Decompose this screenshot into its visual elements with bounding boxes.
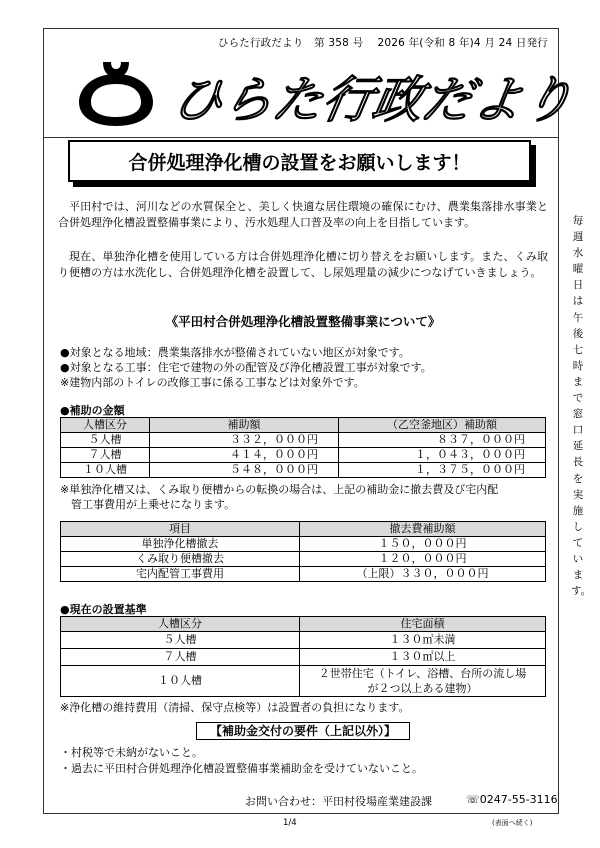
table-cell: ７人槽 [61, 649, 300, 666]
contact-phone: ☏0247-55-3116 [466, 793, 558, 806]
requirements-title: 【補助金交付の要件（上記以外）】 [196, 722, 410, 740]
table-row [61, 433, 546, 448]
table-cell: ５人槽 [61, 433, 150, 448]
table-cell: １２０，０００円 [300, 552, 546, 567]
table-cell: ４１４，０００円 [150, 448, 339, 463]
table-row [61, 632, 546, 649]
table-header: 補助額 [150, 418, 339, 433]
table-row [61, 666, 546, 697]
table-cell: 宅内配管工事費用 [61, 567, 300, 582]
table-cell: ７人槽 [61, 448, 150, 463]
table-cell: ５人槽 [61, 632, 300, 649]
eligibility-area: ●対象となる地域：農業集落排水が整備されていない地区が対象です。 [60, 346, 410, 359]
table-cell: くみ取り便槽撤去 [61, 552, 300, 567]
table-cell: １５０，０００円 [300, 537, 546, 552]
subsidy-title: ●補助の金額 [60, 404, 125, 417]
table-cell: １，３７５，０００円 [339, 463, 546, 478]
masthead-text: ひらた行政だより [167, 70, 579, 129]
cell-line: ２世帯住宅（トイレ、浴槽、台所の流し場 [318, 667, 527, 680]
table-cell: １０人槽 [61, 463, 150, 478]
table-header-row [61, 522, 546, 537]
table-cell: １，０４３，０００円 [339, 448, 546, 463]
contact-label: お問い合わせ：平田村役場産業建設課 [245, 795, 432, 808]
table-cell [300, 666, 546, 697]
eligibility-work: ●対象となる工事：住宅で建物の外の配管及び浄化槽設置工事が対象です。 [60, 361, 432, 374]
requirement-item: ・村税等で未納がないこと。 [60, 746, 203, 759]
issue-line: ひらた行政だより 第 358 号 2026 年(令和 8 年)4 月 24 日発行 [217, 37, 548, 49]
intro-paragraph-1: 平田村では、河川などの水質保全と、美しく快適な居住環境の確保にむけ、農業集落排水事業と合併処理浄化槽設置整備事業により、汚水処理人口普及率の向上を目指しています。 [58, 200, 548, 229]
subsidy-note-2: 管工事費用が上乗せになります。 [71, 498, 236, 511]
continued-note: (表面へ続く) [492, 819, 533, 827]
table-row [61, 567, 546, 582]
page-number: 1/4 [283, 818, 297, 828]
table-row [61, 448, 546, 463]
headline-box [68, 140, 531, 182]
table-cell: ５４８，０００円 [150, 463, 339, 478]
table-header-row [61, 418, 546, 433]
masthead-rule [43, 137, 559, 138]
standard-note: ※浄化槽の維持費用（清掃、保守点検等）は設置者の負担になります。 [60, 701, 410, 714]
standard-table [60, 616, 546, 697]
subsidy-table [60, 417, 546, 478]
table-header: 項目 [61, 522, 300, 537]
table-row [61, 649, 546, 666]
subsidy-note-1: ※単独浄化槽又は、くみ取り便槽からの転換の場合は、上記の補助金に撤去費及び宅内配 [60, 483, 499, 496]
village-emblem-logo [75, 60, 157, 128]
table-header: 人槽区分 [61, 617, 300, 632]
table-cell: 単独浄化槽撤去 [61, 537, 300, 552]
intro-paragraph-2: 現在、単独浄化槽を使用している方は合併処理浄化槽に切り替えをお願いします。また、くみ取り便槽の方は水洗化し、合併処理浄化槽を設置して、し尿処理量の減少につなげていきましょう。 [58, 250, 548, 279]
table-header: 住宅面積 [300, 617, 546, 632]
table-cell: ３３２，０００円 [150, 433, 339, 448]
masthead-title [167, 55, 579, 135]
headline-text: 合併処理浄化槽の設置をお願いします！ [128, 151, 471, 174]
side-notice: 毎週水曜日は午後七時まで窓口延長を実施しています。 [571, 215, 592, 598]
table-cell: （上限）３３０，０００円 [300, 567, 546, 582]
table-cell: １３０㎡未満 [300, 632, 546, 649]
table-header-row [61, 617, 546, 632]
table-header: 人槽区分 [61, 418, 150, 433]
section-subtitle: 《平田村合併処理浄化槽設置整備事業について》 [165, 314, 441, 329]
table-header: 撤去費補助額 [300, 522, 546, 537]
requirement-item: ・過去に平田村合併処理浄化槽設置整備事業補助金を受けていないこと。 [60, 762, 423, 775]
table-row [61, 537, 546, 552]
removal-table [60, 521, 546, 582]
table-cell: ８３７，０００円 [339, 433, 546, 448]
table-cell: １０人槽 [61, 666, 300, 697]
table-header: （乙空釜地区）補助額 [339, 418, 546, 433]
standard-title: ●現在の設置基準 [60, 603, 147, 616]
table-cell: １３０㎡以上 [300, 649, 546, 666]
eligibility-exclusion: ※建物内部のトイレの改修工事に係る工事などは対象外です。 [60, 376, 365, 389]
cell-line: が２つ以上ある建物） [367, 682, 478, 695]
table-row [61, 463, 546, 478]
table-row [61, 552, 546, 567]
